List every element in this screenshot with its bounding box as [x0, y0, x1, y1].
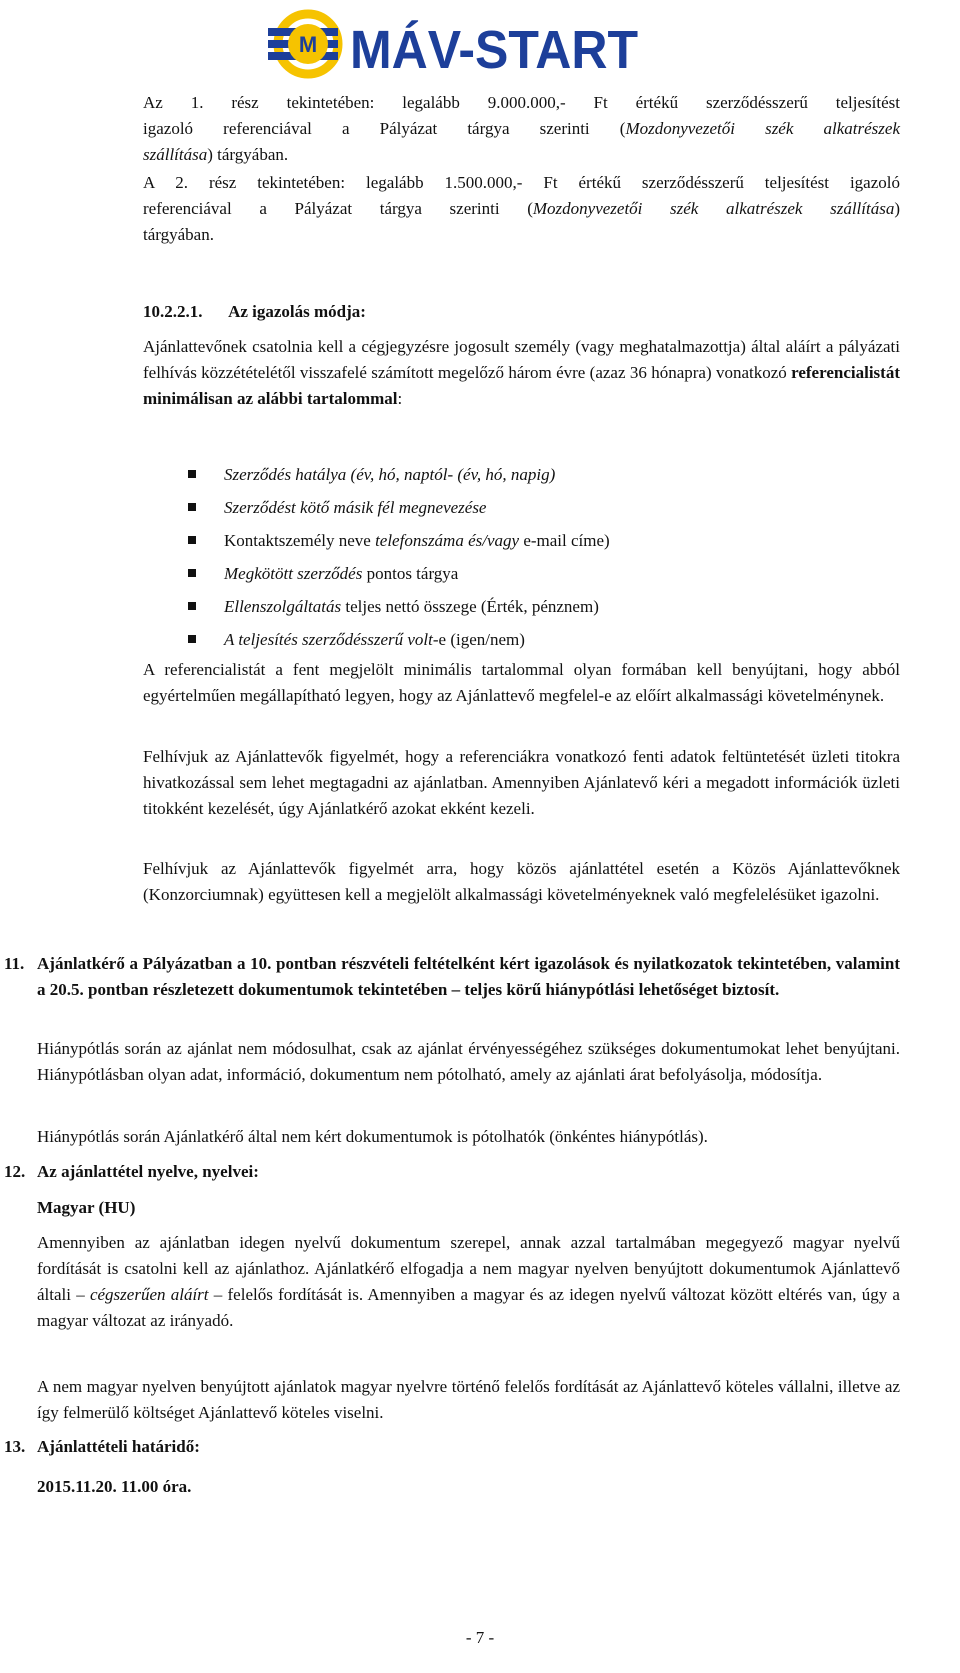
- list-item: Megkötött szerződés pontos tárgya: [188, 561, 948, 594]
- bullet-square-icon: [188, 569, 196, 577]
- paragraph-minimum-content: A referencialistát a fent megjelölt minimális tartalommal olyan formában kell benyújtani, hogy abból egyértelműen megállapítható legyen, hogy az Ajánlattevő megfelel-e az előírt alkalmassági követelménynek.: [143, 660, 900, 705]
- intro-line-1: Az 1. rész tekintetében: legalább 9.000.000,- Ft értékű szerződésszerű teljesítést: [143, 93, 900, 112]
- svg-text:M: M: [298, 32, 318, 57]
- mav-start-logo: [268, 6, 688, 82]
- section-title: Az igazolás módja:: [228, 302, 366, 321]
- intro-line-4: A 2. rész tekintetében: legalább 1.500.000,- Ft értékű szerződésszerű teljesítést igazoló: [143, 173, 900, 192]
- logo-text: MÁV-START: [350, 20, 639, 80]
- section-number-12: 12.: [4, 1162, 26, 1181]
- section-heading-13: Ajánlattételi határidő:: [37, 1437, 200, 1456]
- referencia-bullet-list: [188, 462, 948, 660]
- paragraph-business-secret: Felhívjuk az Ajánlattevők figyelmét, hogy a referenciákra vonatkozó fenti adatok feltüntetését üzleti titokra hivatkozással sem lehet megtagadni az ajánlatban. Amennyiben Ajánlatevő kéri a megadott információk üzleti titokként kezelését, úgy Ajánlatkérő azokat ekként kezeli.: [143, 747, 900, 818]
- intro-line-6: tárgyában.: [143, 225, 214, 244]
- bullet-square-icon: [188, 635, 196, 643]
- section-number-11: 11.: [4, 954, 25, 973]
- bullet-square-icon: [188, 470, 196, 478]
- language-value: Magyar (HU): [37, 1198, 136, 1217]
- paragraph-hianypotlas: Hiánypótlás során az ajánlat nem módosulhat, csak az ajánlat érvényességéhez szükséges dokumentumokat lehet benyújtani. Hiánypótlásban olyan adat, információ, dokumentum nem pótolható, amely az ajánlati árat befolyásolja, módosítja.: [37, 1039, 900, 1084]
- section-heading-12: Az ajánlattétel nyelve, nyelvei:: [37, 1162, 259, 1181]
- list-item: Kontaktszemély neve telefonszáma és/vagy e-mail címe): [188, 528, 948, 561]
- intro-line-3: szállítása) tárgyában.: [143, 145, 289, 164]
- list-item: Ellenszolgáltatás teljes nettó összege (Érték, pénznem): [188, 594, 948, 627]
- logo-emblem-icon: [268, 6, 688, 82]
- paragraph-consortium: Felhívjuk az Ajánlattevők figyelmét arra, hogy közös ajánlattétel esetén a Közös Ajánlattevőknek (Konzorciumnak) együttesen kell a megjelölt alkalmassági követelményeknek való megfelelésüket igazolni.: [143, 859, 900, 904]
- referencia-paragraph: Ajánlattevőnek csatolnia kell a cégjegyzésre jogosult személy (vagy meghatalmazottja) által aláírt a pályázati felhívás közzétételétől visszafelé számított megelőző három évre (azaz 36 hónapra) vonatkozó referencialistát minimálisan az alábbi tartalommal:: [143, 337, 900, 408]
- intro-paragraph: [143, 90, 900, 168]
- deadline-value: 2015.11.20. 11.00 óra.: [37, 1477, 192, 1496]
- section-heading-10221: [143, 299, 900, 325]
- list-item: Szerződés hatálya (év, hó, naptól- (év, hó, napig): [188, 462, 948, 495]
- intro-line-2: igazoló referenciával a Pályázat tárgya szerinti (Mozdonyvezetői szék alkatrészek: [143, 119, 900, 138]
- list-item: A teljesítés szerződésszerű volt-e (igen/nem): [188, 627, 948, 660]
- section-heading-11: Ajánlatkérő a Pályázatban a 10. pontban részvételi feltételként kért igazolások és nyilatkozatok tekintetében, valamint a 20.5. pontban részletezett dokumentumok tekintetében – teljes körű hiánypótlási lehetőséget biztosít.: [37, 954, 900, 999]
- bullet-square-icon: [188, 536, 196, 544]
- section-number-13: 13.: [4, 1437, 26, 1456]
- section-number: 10.2.2.1.: [143, 302, 203, 321]
- list-item: Szerződést kötő másik fél megnevezése: [188, 495, 948, 528]
- intro-line-5: referenciával a Pályázat tárgya szerinti (Mozdonyvezetői szék alkatrészek szállítása): [143, 199, 901, 218]
- paragraph-translation: Amennyiben az ajánlatban idegen nyelvű dokumentum szerepel, annak azzal tartalmában megegyező magyar nyelvű fordítását is csatolni kell az ajánlathoz. Ajánlatkérő elfogadja a nem magyar nyelven benyújtott dokumentumok Ajánlattevő általi – cégszerűen aláírt – felelős fordítását is. Amennyiben a magyar és az idegen nyelvű változat között eltérés van, úgy a magyar változat az irányadó.: [37, 1233, 900, 1330]
- page-number: - 7 -: [465, 1628, 495, 1647]
- bullet-square-icon: [188, 503, 196, 511]
- intro-paragraph-2: [143, 170, 900, 248]
- paragraph-foreign-offers: A nem magyar nyelven benyújtott ajánlatok magyar nyelvre történő felelős fordítását az Ajánlattevő köteles vállalni, illetve az így felmerülő költséget Ajánlattevő köteles viselni.: [37, 1377, 900, 1422]
- paragraph-onkentes-hianypotlas: Hiánypótlás során Ajánlatkérő által nem kért dokumentumok is pótolhatók (önkéntes hiánypótlás).: [37, 1127, 708, 1146]
- bullet-square-icon: [188, 602, 196, 610]
